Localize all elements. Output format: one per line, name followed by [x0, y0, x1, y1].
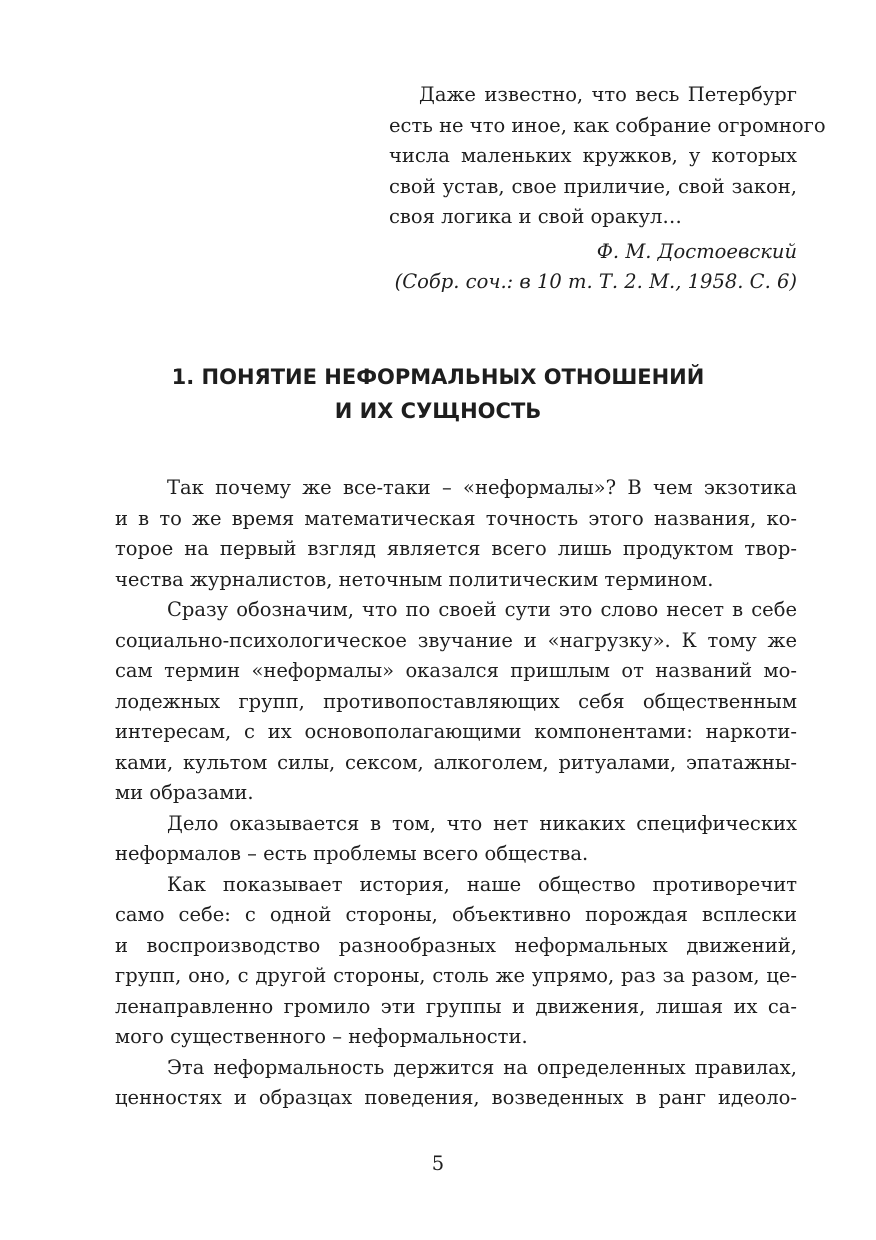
epigraph-line: свой устав, свое приличие, свой закон, — [389, 174, 797, 198]
body-line: интересам, с их основополагающими компонентами: наркоти- — [115, 720, 797, 743]
epigraph-line: Даже известно, что весь Петербург — [419, 83, 797, 106]
heading-line: 1. ПОНЯТИЕ НЕФОРМАЛЬНЫХ ОТНОШЕНИЙ — [171, 365, 705, 389]
body-line: чества журналистов, неточным политическим термином. — [115, 567, 714, 591]
epigraph-source: (Собр. соч.: в 10 т. Т. 2. М., 1958. С. 6) — [394, 270, 797, 293]
epigraph-line: своя логика и свой оракул… — [389, 205, 682, 228]
page-number: 5 — [431, 1152, 445, 1175]
body-line: социально-психологическое звучание и «нагрузку». К тому же — [115, 628, 797, 652]
body-line: Сразу обозначим, что по своей сути это слово несет в себе — [167, 598, 797, 621]
body-line: ленаправленно громило эти группы и движения, лишая их са- — [115, 994, 797, 1018]
body-line: мого существенного – неформальности. — [115, 1025, 528, 1048]
body-line: групп, оно, с другой стороны, столь же упрямо, раз за разом, це- — [115, 964, 797, 987]
epigraph-line: числа маленьких кружков, у которых — [389, 144, 797, 167]
body-line: само себе: с одной стороны, объективно порождая всплески — [115, 903, 797, 926]
section-heading — [80, 360, 796, 428]
body-line: Эта неформальность держится на определенных правилах, — [167, 1055, 797, 1079]
body-line: сам термин «неформалы» оказался пришлым от названий мо- — [115, 659, 797, 682]
body-line: ками, культом силы, сексом, алкоголем, ритуалами, эпатажны- — [115, 750, 797, 774]
body-line: торое на первый взгляд является всего лишь продуктом твор- — [115, 537, 797, 560]
body-line: Дело оказывается в том, что нет никаких специфических — [167, 811, 797, 835]
body-line: и в то же время математическая точность этого названия, ко- — [115, 506, 797, 530]
epigraph — [389, 80, 826, 233]
body-line: Как показывает история, наше общество противоречит — [167, 872, 797, 896]
body-line: неформалов – есть проблемы всего общества. — [115, 842, 589, 865]
epigraph-line: есть не что иное, как собрание огромного — [389, 113, 826, 137]
body-line: и воспроизводство разнообразных неформальных движений, — [115, 933, 797, 957]
body-line: Так почему же все-таки – «неформалы»? В чем экзотика — [167, 476, 797, 499]
body-line: ценностях и образцах поведения, возведенных в ранг идеоло- — [115, 1086, 797, 1109]
heading-line: И ИХ СУЩНОСТЬ — [334, 399, 542, 423]
body-line: ми образами. — [115, 781, 254, 804]
body-text — [115, 473, 797, 1114]
epigraph-author: Ф. М. Достоевский — [596, 240, 797, 263]
body-line: лодежных групп, противопоставляющих себя общественным — [115, 689, 797, 713]
